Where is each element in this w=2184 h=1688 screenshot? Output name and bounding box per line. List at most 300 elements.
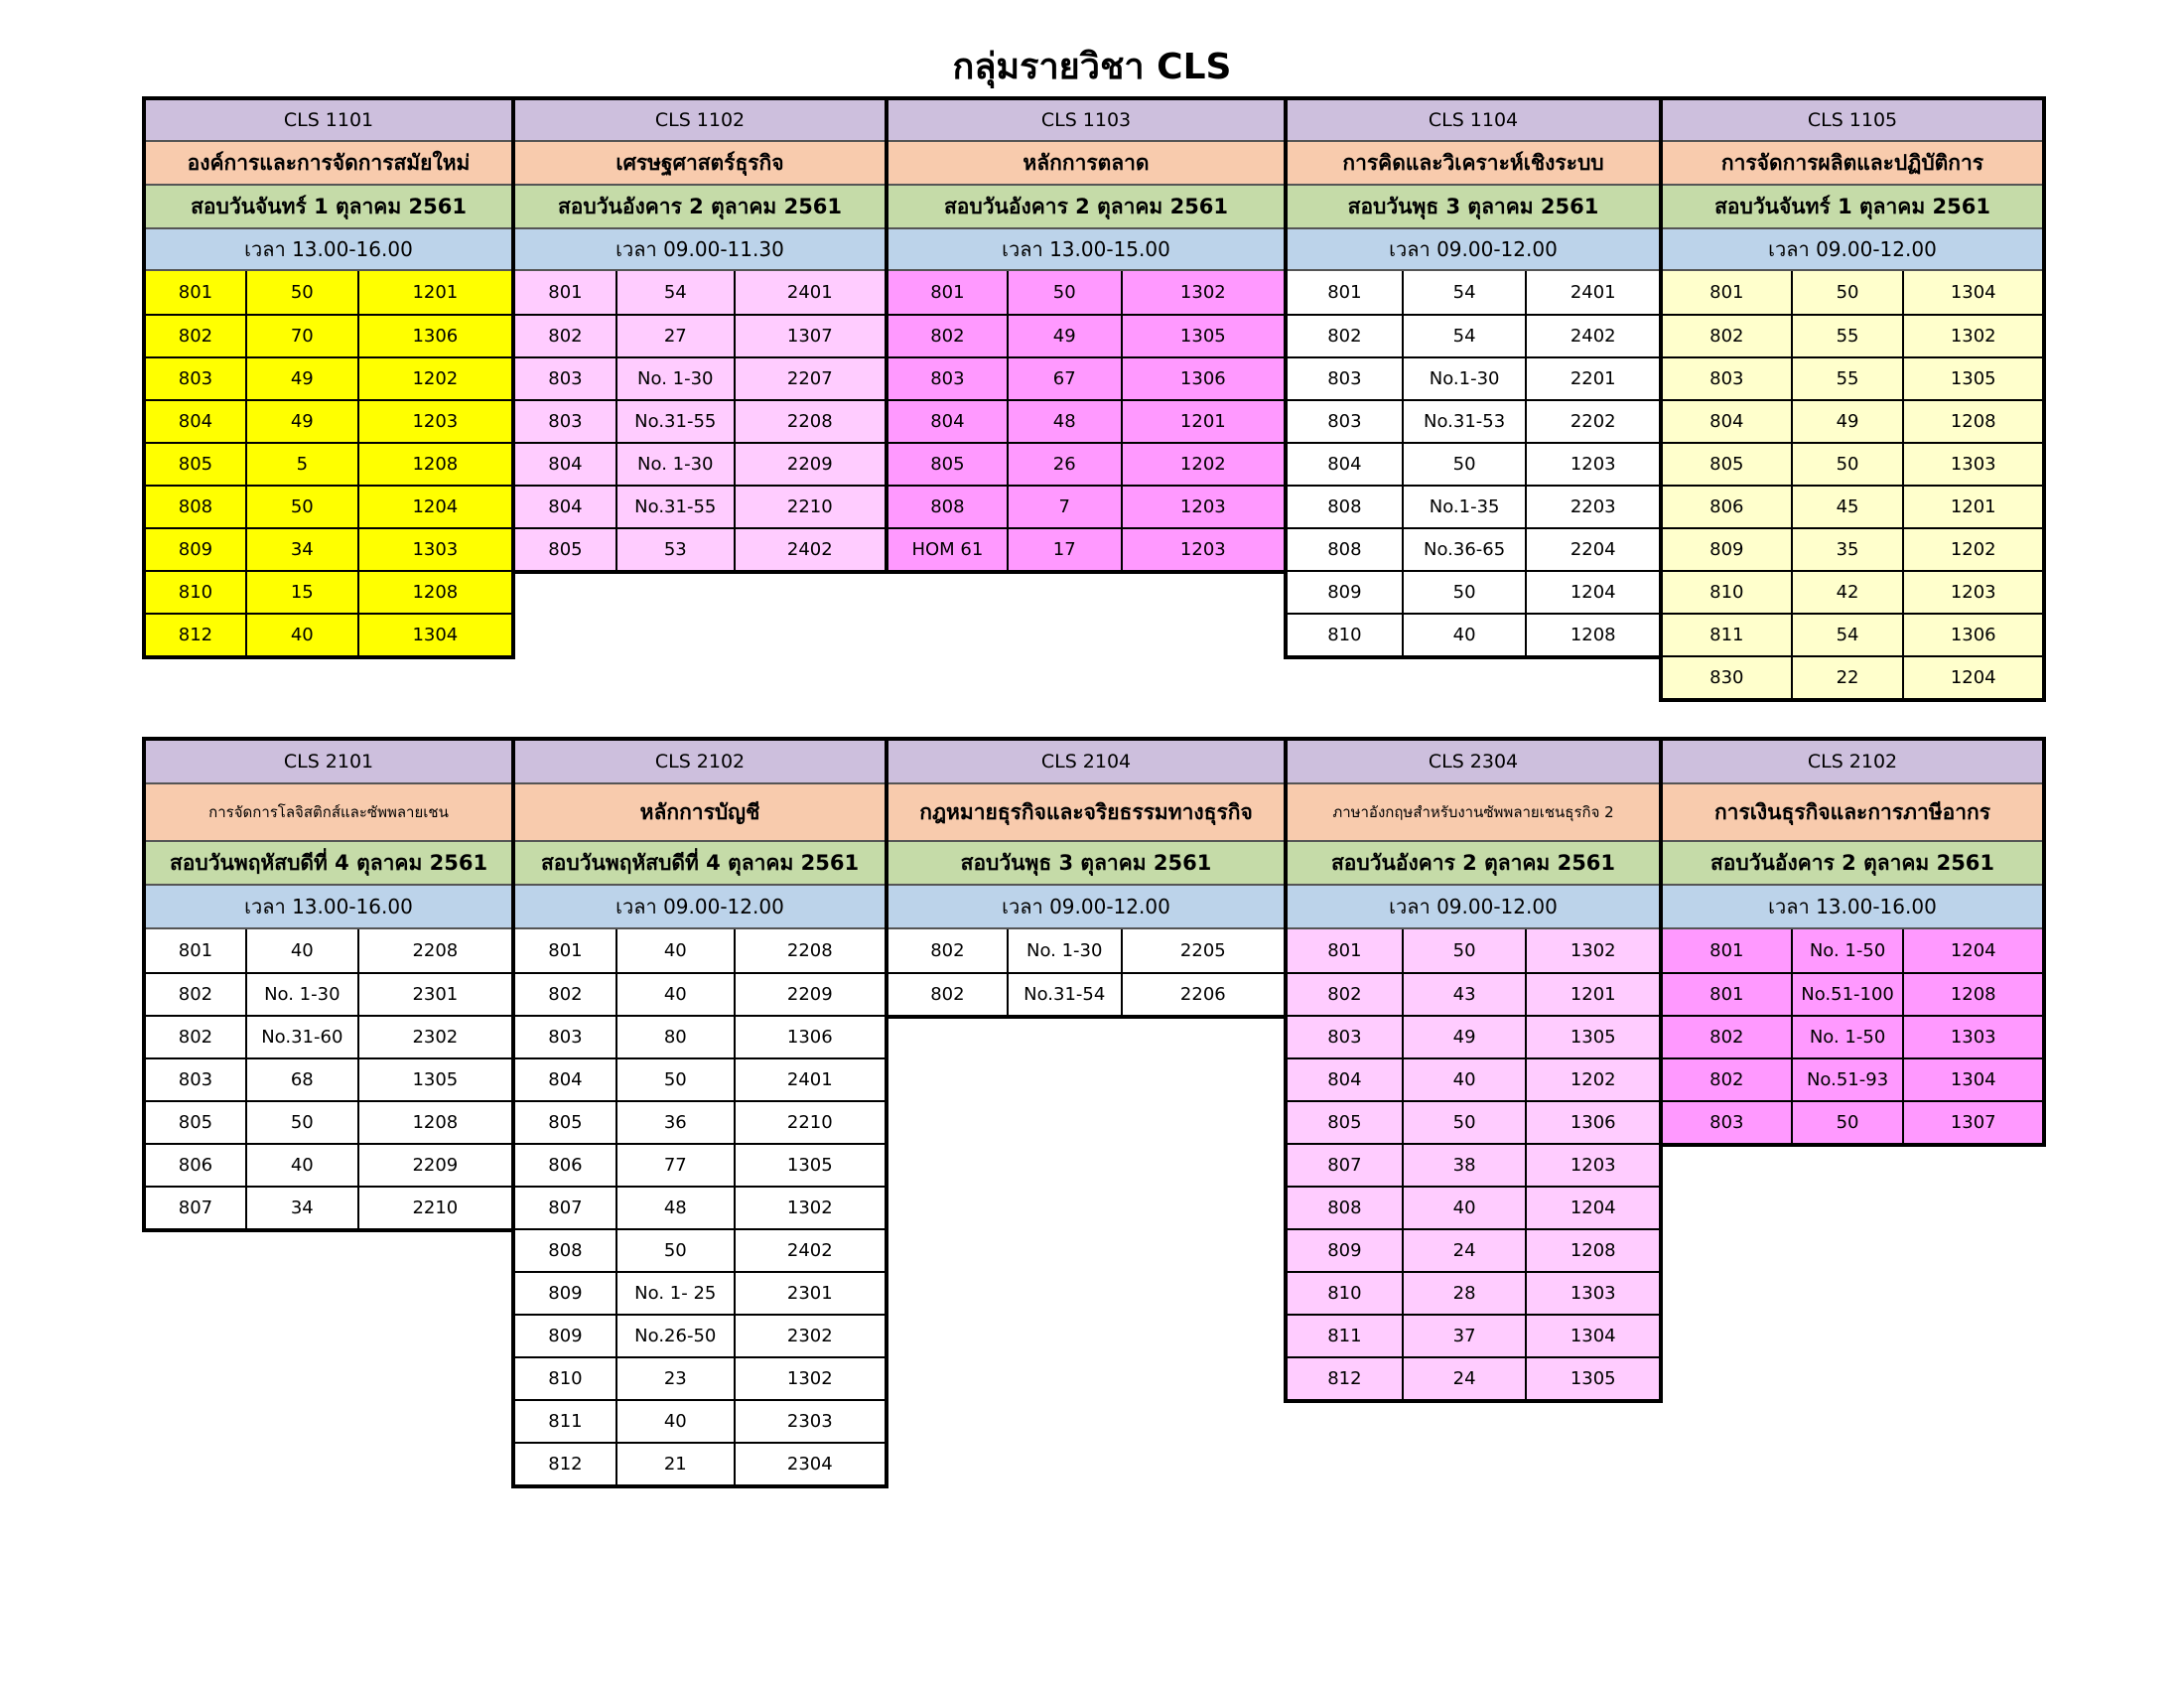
student-range-cell: 50 xyxy=(245,271,357,314)
section-number-cell: 801 xyxy=(515,271,615,314)
section-number-cell: 810 xyxy=(1288,1273,1402,1314)
room-rows xyxy=(146,929,511,1228)
student-range-cell: No. 1-50 xyxy=(1791,929,1903,972)
room-number-cell: 2208 xyxy=(734,929,885,972)
course-code: CLS 1102 xyxy=(515,100,885,142)
room-rows xyxy=(1288,271,1659,655)
table-row xyxy=(888,485,1284,527)
room-rows xyxy=(1288,929,1659,1399)
room-number-cell: 1304 xyxy=(1525,1316,1659,1356)
section-number-cell: 802 xyxy=(1663,1017,1791,1057)
table-row xyxy=(146,1143,511,1186)
student-range-cell: 40 xyxy=(1402,615,1526,655)
course-name: การจัดการโลจิสติกส์และซัพพลายเชน xyxy=(146,784,511,842)
room-number-cell: 1203 xyxy=(1121,529,1284,570)
table-row xyxy=(888,929,1284,972)
section-number-cell: 809 xyxy=(1663,529,1791,570)
room-number-cell: 1208 xyxy=(1525,1230,1659,1271)
table-row xyxy=(515,271,885,314)
student-range-cell: 50 xyxy=(245,487,357,527)
student-range-cell: No. 1-30 xyxy=(245,974,357,1015)
student-range-cell: 53 xyxy=(615,529,734,570)
student-range-cell: 49 xyxy=(245,401,357,442)
section-number-cell: 803 xyxy=(1288,358,1402,399)
section-number-cell: 802 xyxy=(515,974,615,1015)
section-number-cell: 807 xyxy=(146,1188,245,1228)
room-number-cell: 1202 xyxy=(1902,529,2042,570)
table-row xyxy=(515,1143,885,1186)
student-range-cell: 49 xyxy=(1791,401,1903,442)
course-name: การคิดและวิเคราะห์เชิงระบบ xyxy=(1288,142,1659,186)
room-number-cell: 2402 xyxy=(734,529,885,570)
table-row xyxy=(1288,1100,1659,1143)
section-number-cell: 803 xyxy=(1663,1102,1791,1143)
student-range-cell: 80 xyxy=(615,1017,734,1057)
room-number-cell: 1202 xyxy=(1525,1059,1659,1100)
course-table-cls1101 xyxy=(142,96,515,659)
section-number-cell: 804 xyxy=(1663,401,1791,442)
student-range-cell: No.51-93 xyxy=(1791,1059,1903,1100)
section-number-cell: 808 xyxy=(1288,529,1402,570)
room-rows xyxy=(146,271,511,655)
student-range-cell: 54 xyxy=(1791,615,1903,655)
table-row xyxy=(515,442,885,485)
room-number-cell: 1302 xyxy=(734,1188,885,1228)
room-rows xyxy=(1663,929,2042,1143)
student-range-cell: 70 xyxy=(245,316,357,356)
room-number-cell: 2301 xyxy=(734,1273,885,1314)
section-number-cell: 809 xyxy=(515,1273,615,1314)
room-number-cell: 2209 xyxy=(734,444,885,485)
table-row xyxy=(146,570,511,613)
table-row xyxy=(515,314,885,356)
course-code: CLS 1104 xyxy=(1288,100,1659,142)
student-range-cell: No.31-55 xyxy=(615,401,734,442)
course-table-cls1102 xyxy=(511,96,888,574)
room-number-cell: 2208 xyxy=(734,401,885,442)
exam-date: สอบวันจันทร์ 1 ตุลาคม 2561 xyxy=(1663,186,2042,229)
course-code: CLS 2102 xyxy=(1663,741,2042,784)
room-number-cell: 2302 xyxy=(734,1316,885,1356)
student-range-cell: 27 xyxy=(615,316,734,356)
table-row xyxy=(146,972,511,1015)
room-number-cell: 1306 xyxy=(1902,615,2042,655)
room-number-cell: 1202 xyxy=(1121,444,1284,485)
course-name: หลักการบัญชี xyxy=(515,784,885,842)
section-number-cell: 801 xyxy=(1288,929,1402,972)
course-table-cls1105 xyxy=(1659,96,2046,702)
table-row xyxy=(1288,1356,1659,1399)
room-number-cell: 1204 xyxy=(357,487,511,527)
room-number-cell: 1305 xyxy=(734,1145,885,1186)
section-number-cell: 802 xyxy=(1663,316,1791,356)
room-number-cell: 2301 xyxy=(357,974,511,1015)
student-range-cell: No.51-100 xyxy=(1791,974,1903,1015)
room-number-cell: 1203 xyxy=(1121,487,1284,527)
table-row xyxy=(146,485,511,527)
section-number-cell: 802 xyxy=(1663,1059,1791,1100)
section-number-cell: HOM 61 xyxy=(888,529,1007,570)
room-number-cell: 1302 xyxy=(1902,316,2042,356)
student-range-cell: 28 xyxy=(1402,1273,1526,1314)
room-number-cell: 1204 xyxy=(1525,572,1659,613)
student-range-cell: 55 xyxy=(1791,358,1903,399)
student-range-cell: 48 xyxy=(615,1188,734,1228)
table-row xyxy=(1663,356,2042,399)
student-range-cell: 50 xyxy=(1791,444,1903,485)
student-range-cell: 37 xyxy=(1402,1316,1526,1356)
section-number-cell: 804 xyxy=(146,401,245,442)
student-range-cell: 45 xyxy=(1791,487,1903,527)
room-number-cell: 2210 xyxy=(734,487,885,527)
section-number-cell: 805 xyxy=(146,1102,245,1143)
section-number-cell: 803 xyxy=(515,1017,615,1057)
course-name: หลักการตลาด xyxy=(888,142,1284,186)
course-table-cls1103 xyxy=(885,96,1288,574)
room-number-cell: 1201 xyxy=(357,271,511,314)
exam-date: สอบวันพุธ 3 ตุลาคม 2561 xyxy=(888,842,1284,886)
table-row xyxy=(146,356,511,399)
student-range-cell: 17 xyxy=(1007,529,1121,570)
table-row xyxy=(1288,929,1659,972)
student-range-cell: 50 xyxy=(1791,271,1903,314)
section-number-cell: 803 xyxy=(1288,401,1402,442)
section-number-cell: 808 xyxy=(1288,487,1402,527)
room-number-cell: 1203 xyxy=(1902,572,2042,613)
table-row xyxy=(146,442,511,485)
student-range-cell: No.1-35 xyxy=(1402,487,1526,527)
table-row xyxy=(1663,929,2042,972)
exam-time: เวลา 09.00-11.30 xyxy=(515,229,885,271)
section-number-cell: 805 xyxy=(515,1102,615,1143)
table-row xyxy=(1288,613,1659,655)
room-number-cell: 2205 xyxy=(1121,929,1284,972)
room-number-cell: 1305 xyxy=(1121,316,1284,356)
room-number-cell: 1305 xyxy=(1902,358,2042,399)
student-range-cell: 50 xyxy=(1402,1102,1526,1143)
room-number-cell: 1201 xyxy=(1121,401,1284,442)
student-range-cell: 67 xyxy=(1007,358,1121,399)
student-range-cell: 55 xyxy=(1791,316,1903,356)
student-range-cell: 24 xyxy=(1402,1230,1526,1271)
room-number-cell: 2402 xyxy=(734,1230,885,1271)
student-range-cell: 42 xyxy=(1791,572,1903,613)
course-table-cls1104 xyxy=(1284,96,1663,659)
table-row xyxy=(1663,314,2042,356)
student-range-cell: No.31-54 xyxy=(1007,974,1121,1015)
exam-time: เวลา 09.00-12.00 xyxy=(515,886,885,929)
section-number-cell: 812 xyxy=(146,615,245,655)
student-range-cell: No. 1-30 xyxy=(1007,929,1121,972)
student-range-cell: 50 xyxy=(615,1230,734,1271)
section-number-cell: 804 xyxy=(1288,1059,1402,1100)
room-number-cell: 2401 xyxy=(734,271,885,314)
student-range-cell: No.1-30 xyxy=(1402,358,1526,399)
exam-schedule-section-1 xyxy=(142,96,2042,702)
course-code: CLS 2102 xyxy=(515,741,885,784)
table-row xyxy=(1288,1015,1659,1057)
course-code: CLS 2101 xyxy=(146,741,511,784)
section-number-cell: 808 xyxy=(1288,1188,1402,1228)
section-number-cell: 804 xyxy=(515,487,615,527)
student-range-cell: 49 xyxy=(1402,1017,1526,1057)
section-number-cell: 803 xyxy=(1663,358,1791,399)
section-number-cell: 809 xyxy=(1288,1230,1402,1271)
table-row xyxy=(1663,1015,2042,1057)
section-number-cell: 810 xyxy=(515,1358,615,1399)
course-code: CLS 1105 xyxy=(1663,100,2042,142)
room-number-cell: 2201 xyxy=(1525,358,1659,399)
section-number-cell: 808 xyxy=(888,487,1007,527)
exam-date: สอบวันพฤหัสบดีที่ 4 ตุลาคม 2561 xyxy=(515,842,885,886)
student-range-cell: 24 xyxy=(1402,1358,1526,1399)
student-range-cell: 40 xyxy=(615,1401,734,1442)
room-number-cell: 2402 xyxy=(1525,316,1659,356)
student-range-cell: 77 xyxy=(615,1145,734,1186)
student-range-cell: 50 xyxy=(1402,572,1526,613)
table-row xyxy=(888,442,1284,485)
table-row xyxy=(1288,314,1659,356)
room-number-cell: 1305 xyxy=(1525,1358,1659,1399)
section-number-cell: 810 xyxy=(1663,572,1791,613)
student-range-cell: 50 xyxy=(1007,271,1121,314)
table-row xyxy=(515,929,885,972)
course-table-cls2104 xyxy=(885,737,1288,1019)
section-number-cell: 803 xyxy=(515,401,615,442)
table-row xyxy=(888,271,1284,314)
room-number-cell: 2208 xyxy=(357,929,511,972)
table-row xyxy=(888,314,1284,356)
table-row xyxy=(1288,1271,1659,1314)
section-number-cell: 804 xyxy=(515,1059,615,1100)
table-row xyxy=(888,527,1284,570)
room-number-cell: 1305 xyxy=(1525,1017,1659,1057)
room-number-cell: 2207 xyxy=(734,358,885,399)
table-row xyxy=(146,929,511,972)
section-number-cell: 803 xyxy=(146,1059,245,1100)
table-row xyxy=(146,399,511,442)
exam-time: เวลา 13.00-16.00 xyxy=(146,229,511,271)
room-number-cell: 1304 xyxy=(357,615,511,655)
table-row xyxy=(1663,1057,2042,1100)
room-number-cell: 1208 xyxy=(1525,615,1659,655)
section-number-cell: 806 xyxy=(1663,487,1791,527)
course-name: เศรษฐศาสตร์ธุรกิจ xyxy=(515,142,885,186)
section-number-cell: 806 xyxy=(146,1145,245,1186)
section-number-cell: 805 xyxy=(1288,1102,1402,1143)
room-rows xyxy=(888,929,1284,1015)
section-number-cell: 809 xyxy=(1288,572,1402,613)
student-range-cell: 54 xyxy=(1402,271,1526,314)
table-row xyxy=(1288,972,1659,1015)
section-number-cell: 805 xyxy=(146,444,245,485)
course-table-cls2102-accounting xyxy=(511,737,888,1488)
room-rows xyxy=(888,271,1284,570)
student-range-cell: No. 1-30 xyxy=(615,444,734,485)
room-number-cell: 1303 xyxy=(1902,444,2042,485)
exam-date: สอบวันอังคาร 2 ตุลาคม 2561 xyxy=(888,186,1284,229)
section-number-cell: 802 xyxy=(1288,316,1402,356)
student-range-cell: 38 xyxy=(1402,1145,1526,1186)
student-range-cell: 40 xyxy=(245,1145,357,1186)
room-rows xyxy=(515,929,885,1484)
course-table-cls2101 xyxy=(142,737,515,1232)
table-row xyxy=(1288,1228,1659,1271)
table-row xyxy=(888,399,1284,442)
room-number-cell: 1208 xyxy=(1902,974,2042,1015)
section-number-cell: 802 xyxy=(888,929,1007,972)
table-row xyxy=(1288,1314,1659,1356)
room-number-cell: 1307 xyxy=(1902,1102,2042,1143)
room-number-cell: 1303 xyxy=(1525,1273,1659,1314)
table-row xyxy=(1288,527,1659,570)
section-number-cell: 811 xyxy=(515,1401,615,1442)
table-row xyxy=(515,1186,885,1228)
room-number-cell: 1208 xyxy=(357,1102,511,1143)
table-row xyxy=(1288,1143,1659,1186)
room-number-cell: 1208 xyxy=(357,572,511,613)
table-row xyxy=(1663,1100,2042,1143)
student-range-cell: 40 xyxy=(245,929,357,972)
table-row xyxy=(1663,399,2042,442)
student-range-cell: 50 xyxy=(245,1102,357,1143)
section-number-cell: 801 xyxy=(1663,974,1791,1015)
room-number-cell: 1204 xyxy=(1525,1188,1659,1228)
student-range-cell: 49 xyxy=(1007,316,1121,356)
student-range-cell: 34 xyxy=(245,529,357,570)
table-row xyxy=(888,972,1284,1015)
student-range-cell: No.26-50 xyxy=(615,1316,734,1356)
table-row xyxy=(515,1314,885,1356)
table-row xyxy=(1288,485,1659,527)
course-table-cls2102-finance xyxy=(1659,737,2046,1147)
exam-time: เวลา 09.00-12.00 xyxy=(1288,886,1659,929)
exam-date: สอบวันอังคาร 2 ตุลาคม 2561 xyxy=(1288,842,1659,886)
table-row xyxy=(515,1015,885,1057)
table-row xyxy=(515,1228,885,1271)
section-number-cell: 808 xyxy=(146,487,245,527)
section-number-cell: 801 xyxy=(146,929,245,972)
section-number-cell: 801 xyxy=(1663,929,1791,972)
table-row xyxy=(515,972,885,1015)
section-number-cell: 810 xyxy=(1288,615,1402,655)
student-range-cell: 40 xyxy=(1402,1059,1526,1100)
student-range-cell: No.31-55 xyxy=(615,487,734,527)
section-number-cell: 802 xyxy=(888,974,1007,1015)
student-range-cell: No. 1-50 xyxy=(1791,1017,1903,1057)
room-number-cell: 1201 xyxy=(1902,487,2042,527)
section-number-cell: 801 xyxy=(1288,271,1402,314)
student-range-cell: No. 1- 25 xyxy=(615,1273,734,1314)
room-rows xyxy=(515,271,885,570)
course-code: CLS 2304 xyxy=(1288,741,1659,784)
student-range-cell: 5 xyxy=(245,444,357,485)
section-number-cell: 811 xyxy=(1288,1316,1402,1356)
section-number-cell: 801 xyxy=(515,929,615,972)
exam-time: เวลา 09.00-12.00 xyxy=(888,886,1284,929)
student-range-cell: 50 xyxy=(1402,444,1526,485)
section-number-cell: 807 xyxy=(515,1188,615,1228)
room-number-cell: 1201 xyxy=(1525,974,1659,1015)
exam-time: เวลา 09.00-12.00 xyxy=(1288,229,1659,271)
table-row xyxy=(1288,1057,1659,1100)
student-range-cell: 43 xyxy=(1402,974,1526,1015)
section-number-cell: 804 xyxy=(1288,444,1402,485)
student-range-cell: 35 xyxy=(1791,529,1903,570)
room-number-cell: 1306 xyxy=(1525,1102,1659,1143)
exam-date: สอบวันพฤหัสบดีที่ 4 ตุลาคม 2561 xyxy=(146,842,511,886)
room-number-cell: 2401 xyxy=(1525,271,1659,314)
student-range-cell: 36 xyxy=(615,1102,734,1143)
student-range-cell: 40 xyxy=(1402,1188,1526,1228)
table-row xyxy=(515,1356,885,1399)
section-number-cell: 805 xyxy=(888,444,1007,485)
section-number-cell: 830 xyxy=(1663,657,1791,698)
table-row xyxy=(888,356,1284,399)
room-number-cell: 2209 xyxy=(357,1145,511,1186)
table-row xyxy=(146,1057,511,1100)
section-number-cell: 802 xyxy=(146,1017,245,1057)
room-number-cell: 1304 xyxy=(1902,1059,2042,1100)
room-number-cell: 1303 xyxy=(357,529,511,570)
course-name: การเงินธุรกิจและการภาษีอากร xyxy=(1663,784,2042,842)
room-number-cell: 1306 xyxy=(1121,358,1284,399)
room-number-cell: 2204 xyxy=(1525,529,1659,570)
section-number-cell: 802 xyxy=(146,316,245,356)
table-row xyxy=(146,527,511,570)
room-number-cell: 1305 xyxy=(357,1059,511,1100)
table-row xyxy=(1663,972,2042,1015)
section-number-cell: 802 xyxy=(515,316,615,356)
student-range-cell: 40 xyxy=(245,615,357,655)
student-range-cell: 50 xyxy=(615,1059,734,1100)
room-number-cell: 1208 xyxy=(1902,401,2042,442)
room-number-cell: 2302 xyxy=(357,1017,511,1057)
room-number-cell: 2206 xyxy=(1121,974,1284,1015)
table-row xyxy=(515,399,885,442)
section-number-cell: 803 xyxy=(888,358,1007,399)
room-number-cell: 1302 xyxy=(1525,929,1659,972)
table-row xyxy=(1288,1186,1659,1228)
room-number-cell: 1306 xyxy=(734,1017,885,1057)
room-number-cell: 1203 xyxy=(1525,1145,1659,1186)
table-row xyxy=(1663,271,2042,314)
student-range-cell: 15 xyxy=(245,572,357,613)
section-number-cell: 803 xyxy=(1288,1017,1402,1057)
course-table-cls2304 xyxy=(1284,737,1663,1403)
section-number-cell: 805 xyxy=(515,529,615,570)
student-range-cell: 23 xyxy=(615,1358,734,1399)
student-range-cell: No.31-60 xyxy=(245,1017,357,1057)
table-row xyxy=(1288,356,1659,399)
student-range-cell: 68 xyxy=(245,1059,357,1100)
section-number-cell: 801 xyxy=(888,271,1007,314)
student-range-cell: 21 xyxy=(615,1444,734,1484)
course-code: CLS 1103 xyxy=(888,100,1284,142)
section-number-cell: 812 xyxy=(1288,1358,1402,1399)
table-row xyxy=(146,1015,511,1057)
table-row xyxy=(1288,570,1659,613)
room-number-cell: 1303 xyxy=(1902,1017,2042,1057)
exam-time: เวลา 09.00-12.00 xyxy=(1663,229,2042,271)
student-range-cell: No.31-53 xyxy=(1402,401,1526,442)
course-name: องค์การและการจัดการสมัยใหม่ xyxy=(146,142,511,186)
exam-time: เวลา 13.00-16.00 xyxy=(1663,886,2042,929)
room-number-cell: 1302 xyxy=(1121,271,1284,314)
table-row xyxy=(515,1057,885,1100)
room-number-cell: 1203 xyxy=(357,401,511,442)
section-number-cell: 804 xyxy=(888,401,1007,442)
